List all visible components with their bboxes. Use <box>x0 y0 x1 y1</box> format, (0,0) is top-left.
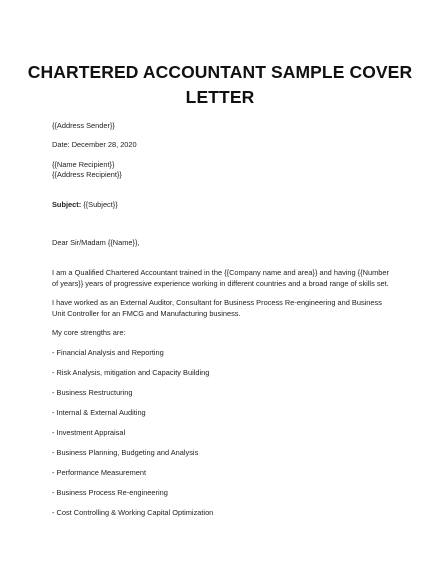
title-line-1: CHARTERED ACCOUNTANT SAMPLE COVER <box>27 62 413 82</box>
subject-label: Subject: <box>52 200 82 209</box>
address-recipient: {{Address Recipient}} <box>52 170 122 179</box>
strengths-intro: My core strengths are: <box>52 328 126 337</box>
subject-line <box>52 200 118 211</box>
strength-item: - Business Planning, Budgeting and Analysis <box>52 448 199 457</box>
strength-item: - Financial Analysis and Reporting <box>52 348 164 357</box>
strength-item: - Risk Analysis, mitigation and Capacity Building <box>52 368 210 377</box>
subject-value: {{Subject}} <box>81 200 118 209</box>
paragraph-roles: I have worked as an External Auditor, Consultant for Business Process Re-engineering and Business Unit Controller for an FMCG and Manufacturing business. <box>52 298 382 318</box>
strength-item: - Cost Controlling & Working Capital Optimization <box>52 508 214 517</box>
name-recipient: {{Name Recipient}} <box>52 160 115 169</box>
address-sender: {{Address Sender}} <box>52 121 115 130</box>
title-line-2: LETTER <box>185 87 255 107</box>
paragraph-experience: I am a Qualified Chartered Accountant trained in the {{Company name and area}} and having {{Number of years}} years of progressive experience working in different countries and a broad range of skills set. <box>52 268 389 288</box>
strength-item: - Investment Appraisal <box>52 428 126 437</box>
strength-item: - Internal & External Auditing <box>52 408 146 417</box>
strength-item: - Business Restructuring <box>52 388 133 397</box>
letter-date: Date: December 28, 2020 <box>52 140 137 149</box>
document-title <box>20 60 420 110</box>
salutation: Dear Sir/Madam {{Name}}, <box>52 238 140 247</box>
strength-item: - Business Process Re-engineering <box>52 488 168 497</box>
strength-item: - Performance Measurement <box>52 468 147 477</box>
